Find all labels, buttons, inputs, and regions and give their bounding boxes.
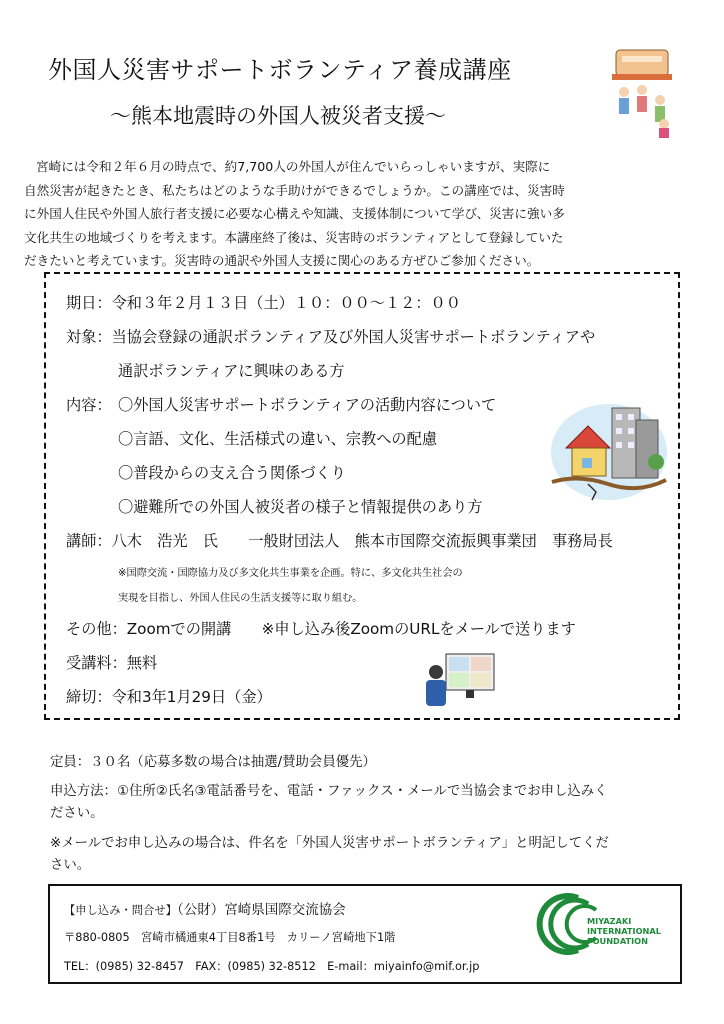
volunteers-illustration — [604, 44, 680, 140]
logo-text — [587, 916, 661, 946]
logo-line: INTERNATIONAL — [587, 926, 661, 936]
method-line: 申込方法：①住所②氏名③電話番号を、電話・ファックス・メールで当協会までお申し込みく — [50, 784, 608, 799]
intro-line: 宮崎には令和２年６月の時点で、約7,700人の外国人が住んでいらっしゃいますが、実際に — [36, 159, 551, 174]
lecturer-note-2: 実現を目指し、外国人住民の生活支援等に取り組む。 — [118, 593, 363, 604]
lecturer-note: ※国際交流・国際協力及び多文化共生事業を企画。特に、多文化共生社会の — [118, 568, 463, 579]
target-line: 対象：当協会登録の通訳ボランティア及び外国人災害サポートボランティアや — [66, 328, 596, 346]
content-item: 〇言語、文化、生活様式の違い、宗教への配慮 — [118, 430, 437, 448]
fee-line: 受講料：無料 — [66, 654, 158, 672]
logo-line: MIYAZAKI — [587, 916, 632, 926]
intro-line: 文化共生の地域づくりを考えます。本講座終了後は、災害時のボランティアとして登録していた — [24, 229, 564, 245]
content-item: 〇避難所での外国人被災者の様子と情報提供のあり方 — [118, 498, 483, 516]
target-line-2: 通訳ボランティアに興味のある方 — [118, 362, 345, 380]
contact-header — [64, 898, 346, 918]
email-note-line: ※メールでお申し込みの場合は、件名を「外国人災害サポートボランティア」と明記してくだ — [50, 836, 609, 851]
logo-line: FOUNDATION — [587, 936, 648, 946]
zoom-meeting-illustration — [422, 652, 496, 708]
page-subtitle: 〜熊本地震時の外国人被災者支援〜 — [110, 104, 446, 128]
capacity-line: 定員：３０名（応募多数の場合は抽選/賛助会員優先） — [50, 755, 376, 770]
lecturer-line: 講師：八木 浩光 氏 一般財団法人 熊本市国際交流振興事業団 事務局長 — [66, 532, 613, 550]
date-line: 期日：令和３年２月１３日（土）１０：００〜１２：００ — [66, 294, 461, 312]
details-box — [44, 272, 680, 720]
contact-label: 【申し込み・問合せ】 — [64, 904, 177, 917]
content-item: 〇普段からの支え合う関係づくり — [118, 464, 346, 482]
earthquake-house-illustration — [548, 400, 670, 504]
other-line: その他：Zoomでの開講 ※申し込み後ZoomのURLをメールで送ります — [66, 620, 576, 638]
intro-paragraph — [24, 155, 688, 273]
page-title: 外国人災害サポートボランティア養成講座 — [48, 56, 512, 84]
content-label: 内容： — [66, 396, 112, 414]
method-line-2: ださい。 — [50, 806, 104, 821]
deadline-line: 締切：令和3年1月29日（金） — [66, 688, 272, 706]
intro-line: に外国人住民や外国人旅行者支援に必要な心構えや知識、支援体制について学び、災害に強い多 — [24, 206, 565, 221]
email-note-line-2: さい。 — [50, 858, 91, 873]
intro-line: 自然災害が起きたとき、私たちはどのような手助けができるでしょうか。この講座では、災害時 — [24, 182, 565, 198]
content-item: 〇外国人災害サポートボランティアの活動内容について — [118, 396, 497, 414]
intro-line: だきたいと考えています。災害時の通訳や外国人支援に関心のある方ぜひご参加ください。 — [24, 253, 540, 268]
address: 〒880-0805 宮崎市橘通東4丁目8番1号 カリーノ宮崎地下1階 — [64, 931, 396, 944]
tel-fax-email: TEL：(0985) 32-8457 FAX：(0985) 32-8512 E-mail：miyainfo@mif.or.jp — [64, 960, 480, 973]
org-name: （公財）宮崎県国際交流協会 — [176, 902, 346, 918]
